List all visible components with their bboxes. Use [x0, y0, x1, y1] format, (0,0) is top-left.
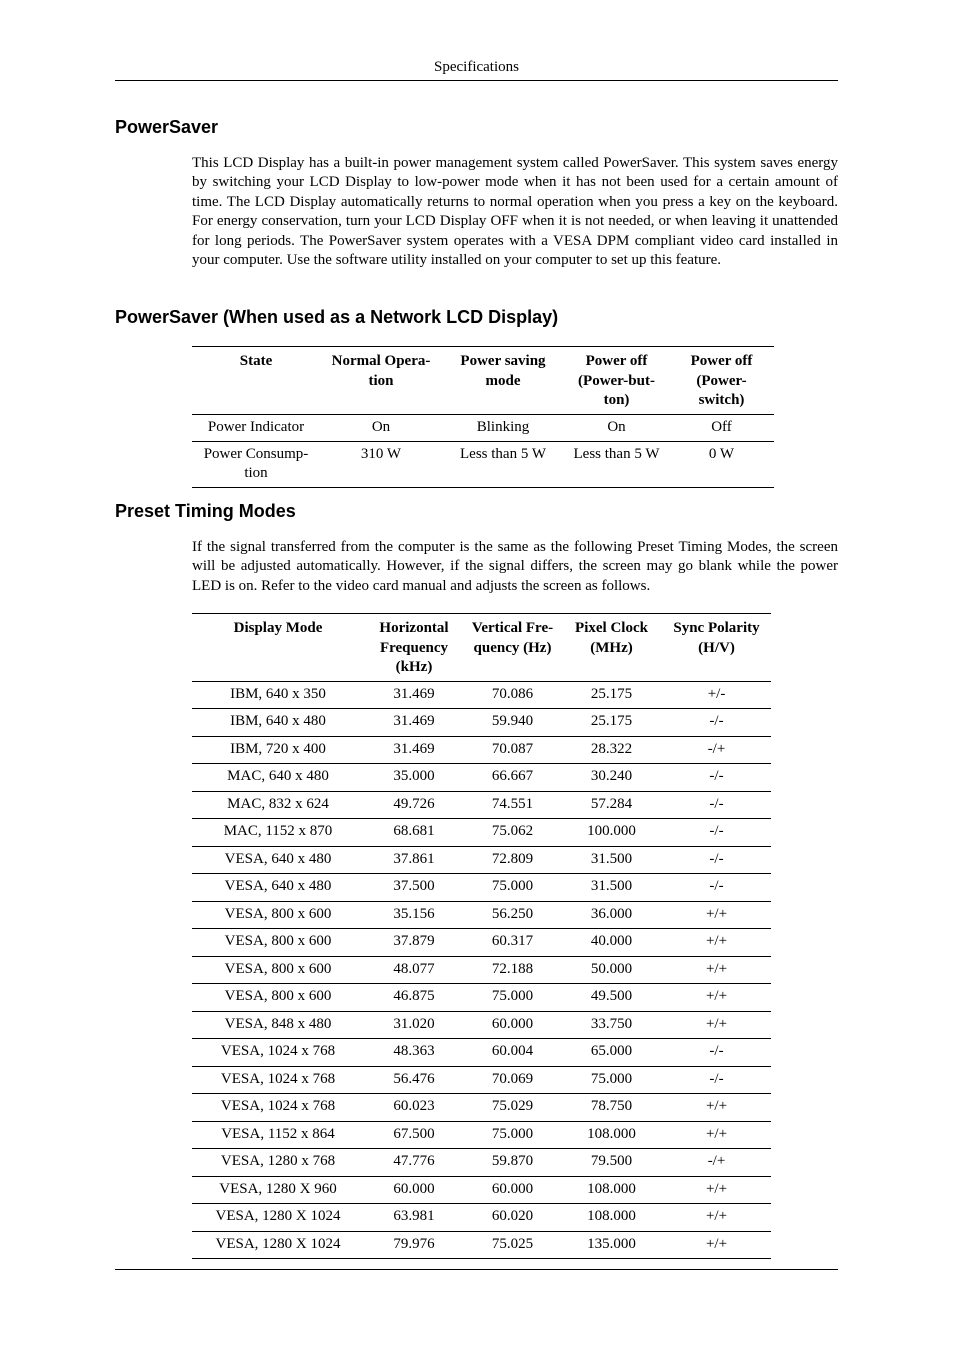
table-cell: VESA, 800 x 600: [224, 905, 332, 922]
power-header-cell: Power off (Power- switch): [690, 353, 753, 408]
table-cell: 310 W: [360, 445, 402, 462]
table-cell: On: [607, 418, 626, 435]
table-cell: 48.077: [393, 960, 435, 977]
table-cell: 30.240: [590, 768, 633, 784]
table-cell: +/+: [705, 1180, 728, 1197]
table-cell: 108.000: [587, 1208, 636, 1224]
table-cell: 60.000: [491, 1180, 534, 1197]
table-cell: +/+: [705, 1125, 728, 1142]
table-cell: 50.000: [590, 960, 633, 977]
table-cell: Blinking: [476, 418, 530, 435]
table-row: [192, 956, 771, 984]
table-cell: 65.000: [590, 1043, 633, 1059]
table-cell: On: [371, 418, 391, 435]
table-cell: 79.976: [393, 1235, 435, 1252]
table-row: [192, 1066, 771, 1094]
table-cell: +/+: [705, 905, 728, 922]
table-cell: VESA, 1280 X 1024: [215, 1235, 341, 1252]
table-cell: 75.000: [491, 1125, 534, 1142]
table-row: [192, 441, 774, 487]
powersaver-paragraph: This LCD Display has a built-in power management system called PowerSaver. This system saves energy by switching your LCD Display to low-power mode when it has not been used for a certain amount of time. The LCD Display automatically returns to normal operation when you press a key on the keyboard. For energy conservation, turn your LCD Display OFF when it is not needed, or when leaving it unattended for long periods. The PowerSaver system operates with a VESA DPM compliant video card installed in your computer. Use the software utility installed on your computer to set up this feature.: [192, 155, 838, 269]
power-header-cell: Normal Opera- tion: [331, 353, 431, 389]
table-cell: 47.776: [393, 1153, 435, 1169]
table-row: [192, 1231, 771, 1259]
table-cell: Power Indicator: [207, 418, 305, 435]
power-state-table: [192, 346, 774, 488]
table-cell: 35.156: [393, 905, 435, 922]
power-header-cell: Power saving mode: [460, 353, 546, 389]
table-cell: 40.000: [590, 933, 633, 949]
table-cell: 75.000: [491, 988, 534, 1004]
table-cell: 70.087: [491, 740, 534, 757]
power-table-header-row: [192, 347, 774, 415]
table-cell: Less than 5 W: [573, 445, 660, 462]
table-row: [192, 681, 771, 709]
timing-header-cell: Pixel Clock (MHz): [575, 620, 648, 656]
table-cell: 78.750: [590, 1098, 633, 1114]
table-cell: 67.500: [393, 1125, 435, 1142]
table-cell: 25.175: [590, 713, 633, 729]
table-cell: -/-: [709, 795, 724, 812]
table-cell: 37.861: [393, 850, 435, 867]
table-cell: 75.025: [491, 1235, 534, 1252]
table-cell: 60.000: [491, 1015, 534, 1032]
table-cell: 60.023: [393, 1098, 435, 1114]
table-cell: 37.500: [393, 878, 435, 894]
powersaver-heading: PowerSaver: [115, 117, 219, 137]
table-cell: +/+: [705, 933, 728, 949]
timing-header-cell: Display Mode: [233, 620, 323, 636]
table-cell: +/+: [705, 988, 728, 1004]
table-cell: VESA, 1280 X 960: [219, 1180, 337, 1197]
table-cell: 63.981: [393, 1208, 435, 1224]
table-cell: 72.809: [491, 850, 534, 867]
table-row: [192, 819, 771, 847]
table-cell: -/+: [707, 1153, 726, 1169]
table-cell: 28.322: [590, 740, 633, 757]
table-row: [192, 984, 771, 1012]
table-cell: VESA, 640 x 480: [224, 850, 332, 867]
table-cell: 46.875: [393, 988, 435, 1004]
table-cell: Off: [711, 418, 732, 435]
table-cell: VESA, 1024 x 768: [220, 1070, 336, 1087]
preset-timing-heading: Preset Timing Modes: [115, 501, 296, 521]
table-cell: 75.000: [590, 1070, 633, 1087]
table-row: [192, 1039, 771, 1067]
table-row: [192, 1204, 771, 1232]
page-header-title: Specifications: [434, 59, 519, 75]
table-cell: 31.469: [393, 713, 435, 729]
table-cell: 57.284: [590, 795, 633, 812]
table-cell: 25.175: [590, 685, 633, 702]
table-cell: 60.000: [393, 1180, 435, 1197]
table-cell: MAC, 832 x 624: [227, 795, 329, 812]
table-cell: VESA, 848 x 480: [224, 1015, 332, 1032]
table-cell: 59.870: [491, 1153, 534, 1169]
table-row: [192, 901, 771, 929]
timing-header-cell: Horizontal Frequency (kHz): [379, 620, 449, 675]
table-row: [192, 874, 771, 902]
table-cell: +/+: [705, 1235, 728, 1252]
table-cell: 36.000: [590, 905, 633, 922]
table-cell: 48.363: [393, 1043, 435, 1059]
table-cell: -/-: [709, 878, 724, 894]
table-cell: VESA, 800 x 600: [224, 960, 332, 977]
table-cell: 31.500: [590, 850, 633, 867]
table-cell: 68.681: [393, 823, 435, 839]
table-cell: +/-: [707, 685, 726, 702]
table-cell: 72.188: [491, 960, 534, 977]
table-row: [192, 1176, 771, 1204]
table-cell: -/-: [709, 713, 724, 729]
table-row: [192, 846, 771, 874]
timing-table-header-row: [192, 614, 771, 682]
table-cell: 70.069: [491, 1070, 534, 1087]
network-powersaver-heading: PowerSaver (When used as a Network LCD Display): [115, 307, 559, 327]
table-cell: +/+: [705, 1015, 728, 1032]
table-cell: 75.000: [491, 878, 534, 894]
table-cell: 70.086: [491, 685, 534, 702]
table-row: [192, 414, 774, 441]
table-cell: 49.500: [590, 988, 633, 1004]
table-cell: 31.469: [393, 685, 435, 702]
table-row: [192, 709, 771, 737]
table-cell: MAC, 1152 x 870: [223, 823, 333, 839]
table-cell: VESA, 1024 x 768: [220, 1098, 336, 1114]
table-row: [192, 1149, 771, 1177]
table-cell: -/-: [709, 768, 724, 784]
table-row: [192, 1011, 771, 1039]
table-cell: 74.551: [491, 795, 534, 812]
preset-timing-paragraph: If the signal transferred from the computer is the same as the following Preset Timing Modes, the screen will be adjusted automatically. However, if the signal differs, the screen may go blank while the power LED is on. Refer to the video card manual and adjusts the screen as follows.: [192, 539, 838, 594]
table-cell: 75.029: [491, 1098, 534, 1114]
table-cell: -/+: [707, 740, 726, 757]
power-header-cell: State: [239, 353, 273, 369]
table-cell: 100.000: [587, 823, 636, 839]
table-cell: Power Consump- tion: [203, 445, 309, 481]
table-cell: IBM, 720 x 400: [230, 740, 326, 757]
table-cell: -/-: [709, 823, 724, 839]
table-cell: MAC, 640 x 480: [227, 768, 329, 784]
timing-header-cell: Sync Polarity (H/V): [673, 620, 760, 656]
table-cell: 60.317: [491, 933, 534, 949]
table-cell: 135.000: [587, 1235, 636, 1252]
table-cell: VESA, 1152 x 864: [221, 1125, 335, 1142]
power-header-cell: Power off (Power-but- ton): [578, 353, 655, 408]
table-cell: 33.750: [590, 1015, 633, 1032]
table-cell: 35.000: [393, 768, 435, 784]
table-row: [192, 1094, 771, 1122]
table-row: [192, 736, 771, 764]
table-cell: 60.020: [491, 1208, 534, 1224]
table-cell: 37.879: [393, 933, 435, 949]
table-cell: 0 W: [708, 445, 735, 462]
table-cell: +/+: [705, 1208, 728, 1224]
table-cell: VESA, 1024 x 768: [220, 1043, 336, 1059]
table-cell: 79.500: [590, 1153, 633, 1169]
table-cell: -/-: [709, 1043, 724, 1059]
table-cell: VESA, 800 x 600: [224, 933, 332, 949]
table-row: [192, 1121, 771, 1149]
header-divider: [115, 80, 838, 81]
table-cell: 108.000: [587, 1180, 636, 1197]
table-cell: -/-: [709, 850, 724, 867]
table-cell: VESA, 1280 X 1024: [215, 1208, 341, 1224]
table-cell: 56.250: [491, 905, 534, 922]
table-row: [192, 791, 771, 819]
table-cell: 49.726: [393, 795, 435, 812]
table-cell: +/+: [705, 1098, 728, 1114]
table-cell: VESA, 800 x 600: [224, 988, 332, 1004]
table-cell: 60.004: [491, 1043, 534, 1059]
table-cell: 56.476: [393, 1070, 435, 1087]
table-cell: 75.062: [491, 823, 534, 839]
preset-timing-table: [192, 613, 771, 1259]
table-cell: 31.020: [393, 1015, 435, 1032]
table-cell: +/+: [705, 960, 728, 977]
table-cell: 31.500: [590, 878, 633, 894]
table-cell: 66.667: [491, 768, 534, 784]
timing-header-cell: Vertical Fre- quency (Hz): [471, 620, 554, 656]
table-cell: 31.469: [393, 740, 435, 757]
table-cell: VESA, 640 x 480: [224, 878, 332, 894]
table-cell: VESA, 1280 x 768: [220, 1153, 336, 1169]
table-row: [192, 764, 771, 792]
table-cell: -/-: [709, 1070, 724, 1087]
table-row: [192, 929, 771, 957]
table-cell: Less than 5 W: [460, 445, 546, 462]
table-cell: 108.000: [587, 1125, 636, 1142]
table-cell: IBM, 640 x 350: [230, 685, 326, 702]
table-cell: 59.940: [491, 713, 534, 729]
footer-divider: [115, 1269, 838, 1270]
table-cell: IBM, 640 x 480: [230, 713, 326, 729]
